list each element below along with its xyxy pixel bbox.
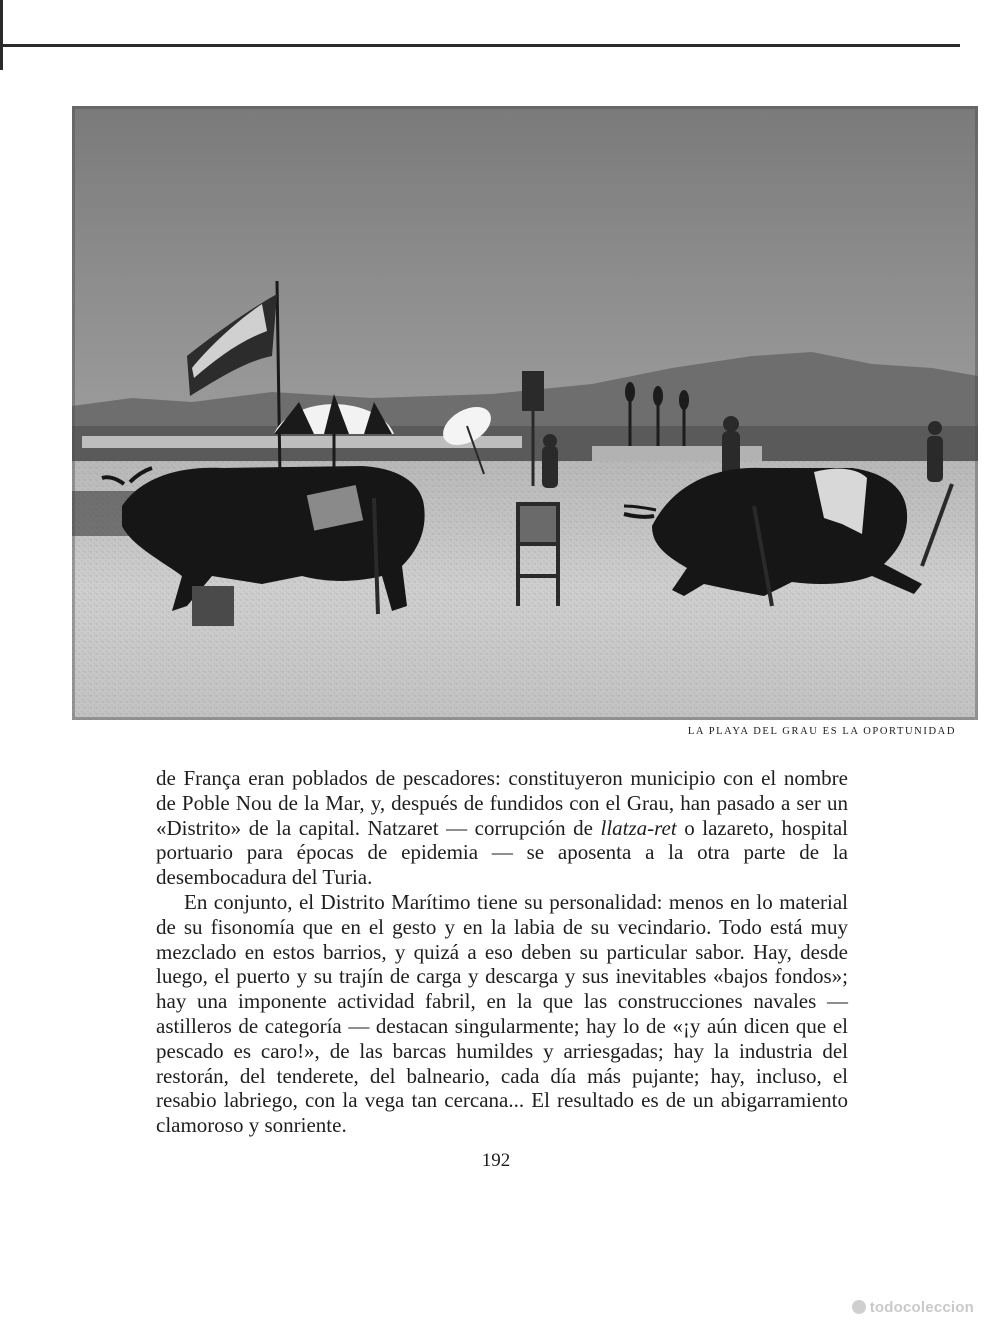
signpost: [522, 371, 544, 411]
paragraph-1-italic-term: llatza-ret: [600, 815, 677, 840]
beach-bull-photo: [72, 106, 978, 720]
paragraph-1-text-b: o lazareto, hospital portuario para épocas de epidemia — se aposenta a la otra parte de la desembocadura del Turia.: [156, 815, 848, 890]
top-rule: [0, 44, 960, 47]
photo-caption: LA PLAYA DEL GRAU ES LA OPORTUNIDAD: [687, 726, 956, 737]
article-body: [156, 766, 848, 1138]
watermark: [852, 1299, 974, 1316]
watermark-logo-icon: [852, 1300, 866, 1314]
watermark-text: todocoleccion: [869, 1299, 974, 1316]
page-number: 192: [481, 1150, 511, 1171]
top-rule-corner: [0, 0, 3, 70]
wooden-crate: [192, 586, 234, 626]
paragraph-2: [156, 890, 848, 1138]
paragraph-1: [156, 766, 848, 890]
paragraph-2-text: En conjunto, el Distrito Marítimo tiene su personalidad: menos en lo material de su fisonomía que en el gesto y en la labia de su vecindario. Todo está muy mezclado en estos barrios, y quizá a eso deben su particular sabor. Hay, desde luego, el puerto y su trajín de carga y descarga y sus inevitables «bajos fondos»; hay una imponente actividad fabril, en la que las construcciones navales — astilleros de categoría — destacan singularmente; hay lo de «¡y aún dicen que el pescado es caro!», de las barcas humildes y arriesgadas; hay la industria del restorán, del tenderete, del balneario, cada día más pujante; hay, incluso, el resabio labriego, con la vega tan cercana... El resultado es de un abigarramiento clamoroso y sonriente.: [156, 889, 848, 1138]
paragraph-1-text-a: de França eran poblados de pescadores: constituyeron municipio con el nombre de Poble Nou de la Mar, y, después de fundidos con el Grau, han pasado a ser un «Distrito» de la capital. Natzaret — corrupción de: [156, 766, 848, 840]
